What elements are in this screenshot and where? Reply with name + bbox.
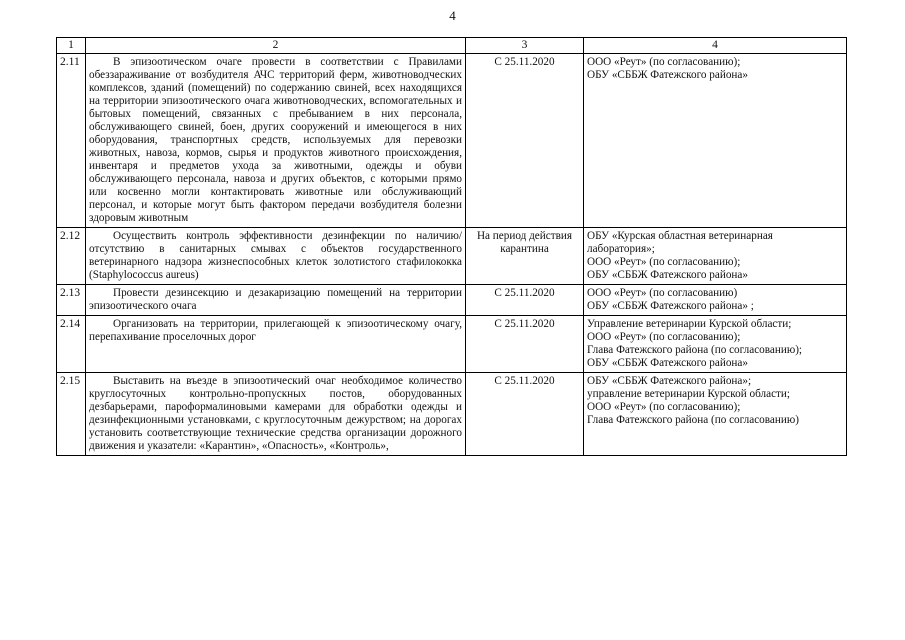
column-header-2: 2 — [86, 38, 466, 54]
row-number: 2.15 — [57, 373, 86, 456]
responsible-line: ОБУ «СББЖ Фатежского района» ; — [587, 300, 754, 312]
responsible-line: ООО «Реут» (по согласованию) — [587, 287, 738, 299]
action-text: Осуществить контроль эффективности дезинфекции по наличию/отсутствию в санитарных смывах с объектов государственного ветеринарного надзора жизнеспособных клеток золотистого стафилококка (Staphylococcus aureus) — [86, 228, 466, 285]
term-text: С 25.11.2020 — [466, 373, 584, 456]
responsible-line: ОБУ «СББЖ Фатежского района» — [587, 69, 748, 81]
responsible-cell — [584, 316, 847, 373]
table-row — [57, 285, 847, 316]
responsible-line: ООО «Реут» (по согласованию); — [587, 331, 741, 343]
responsible-line: ОБУ «Курская областная ветеринарная лаборатория»; — [587, 230, 773, 255]
responsible-line: Управление ветеринарии Курской области; — [587, 318, 792, 330]
column-header-4: 4 — [584, 38, 847, 54]
action-text: В эпизоотическом очаге провести в соответствии с Правилами обеззараживание от возбудителя АЧС территорий ферм, животноводческих комплексов, зданий (помещений) по содержанию свиней, всех находящихся на территории эпизоотического очага животноводческих, вспомогательных и бытовых помещений, связанных с пребыванием в них персонала, обслуживающего свиней, боен, других сооружений и имеющегося в них оборудования, транспортных средств, используемых для перевозки животных, навоза, кормов, сырья и продуктов животного происхождения, инвентаря и предметов ухода за животными, одежды и обуви обслуживающего персонала, навоза и других объектов, с которыми прямо или косвенно могли контактировать животные или обслуживающий персонал, и которые могут быть фактором передачи возбудителя болезни здоровым животным — [86, 54, 466, 228]
page-number: 4 — [449, 8, 456, 23]
term-text: На период действия карантина — [466, 228, 584, 285]
table-row — [57, 316, 847, 373]
term-text: С 25.11.2020 — [466, 54, 584, 228]
responsible-line: ОБУ «СББЖ Фатежского района» — [587, 269, 748, 281]
table-row — [57, 373, 847, 456]
action-text: Провести дезинсекцию и дезакаризацию помещений на территории эпизоотического очага — [86, 285, 466, 316]
term-text: С 25.11.2020 — [466, 285, 584, 316]
responsible-line: ОБУ «СББЖ Фатежского района»; — [587, 375, 752, 387]
column-header-1: 1 — [57, 38, 86, 54]
term-text: С 25.11.2020 — [466, 316, 584, 373]
row-number: 2.14 — [57, 316, 86, 373]
responsible-line: ОБУ «СББЖ Фатежского района» — [587, 357, 748, 369]
responsible-cell — [584, 54, 847, 228]
responsible-line: ООО «Реут» (по согласованию); — [587, 56, 741, 68]
measures-table — [56, 37, 847, 456]
table-row — [57, 54, 847, 228]
responsible-line: Глава Фатежского района (по согласованию) — [587, 414, 799, 426]
responsible-line: управление ветеринарии Курской области; — [587, 388, 791, 400]
responsible-cell — [584, 228, 847, 285]
responsible-line: ООО «Реут» (по согласованию); — [587, 256, 741, 268]
responsible-cell — [584, 373, 847, 456]
column-header-3: 3 — [466, 38, 584, 54]
table-header-row — [57, 38, 847, 54]
row-number: 2.11 — [57, 54, 86, 228]
row-number: 2.13 — [57, 285, 86, 316]
responsible-cell — [584, 285, 847, 316]
action-text: Выставить на въезде в эпизоотический очаг необходимое количество круглосуточных контрольно-пропускных постов, оборудованных дезбарьерами, пароформалиновыми камерами для обработки одежды и дезинфекционными установками, с круглосуточным дежурством; на дорогах установить соответствующие технические средства организации дорожного движения и указатели: «Карантин», «Опасность», «Контроль», — [86, 373, 466, 456]
row-number: 2.12 — [57, 228, 86, 285]
responsible-line: ООО «Реут» (по согласованию); — [587, 401, 741, 413]
table-row — [57, 228, 847, 285]
responsible-line: Глава Фатежского района (по согласованию); — [587, 344, 803, 356]
action-text: Организовать на территории, прилегающей к эпизоотическому очагу, перепахивание проселочных дорог — [86, 316, 466, 373]
